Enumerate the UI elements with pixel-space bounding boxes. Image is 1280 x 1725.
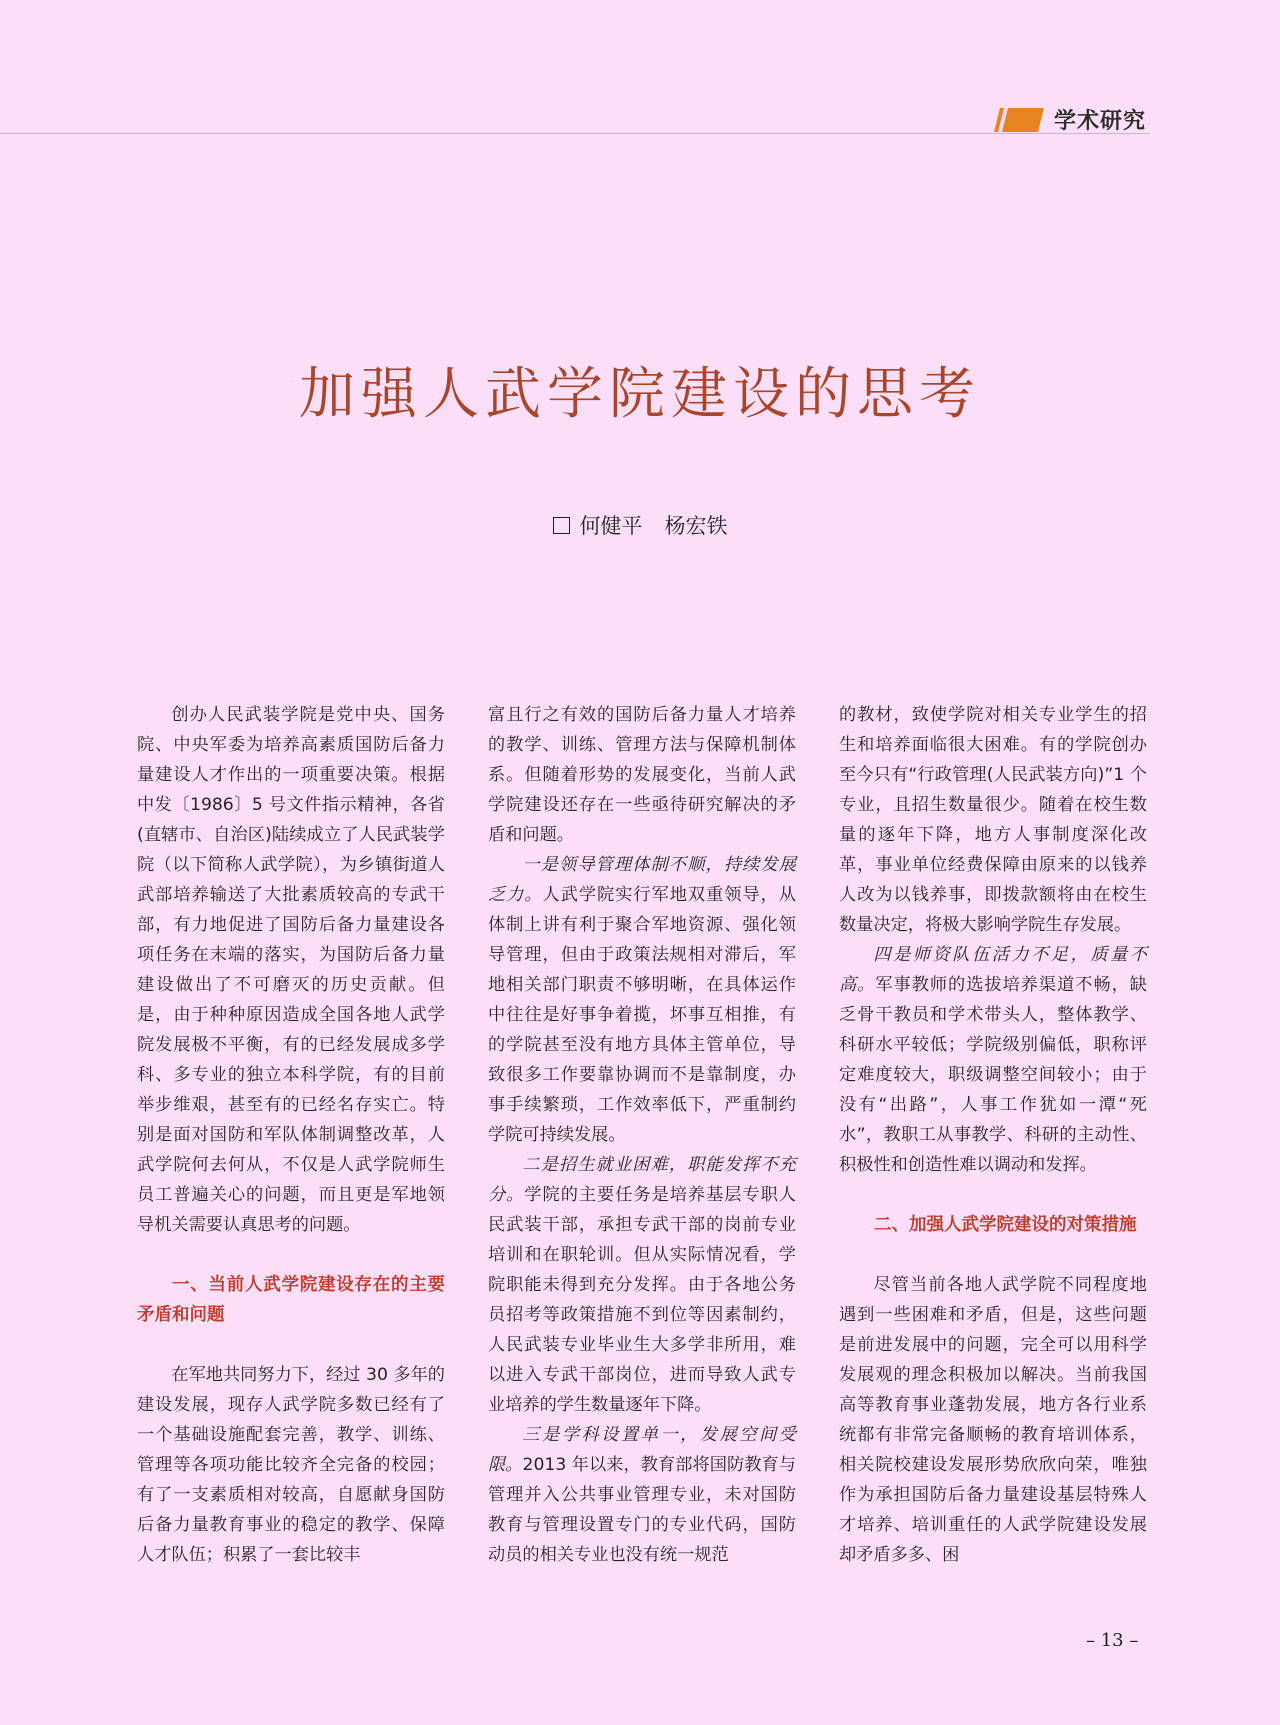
paragraph: 三是学科设置单一，发展空间受限。2013 年以来，教育部将国防教育与管理并入公共事业管理专业，未对国防教育与管理设置专门的专业代码，国防动员的相关专业也没有统一规范 xyxy=(488,1425,796,1565)
section-mark-icon xyxy=(994,108,1044,132)
header-rule xyxy=(0,133,1150,134)
paragraph: 二是招生就业困难，职能发挥不充分。学院的主要任务是培养基层专职人民武装干部，承担专武干部的岗前专业培训和在职轮训。但从实际情况看，学院职能未得到充分发挥。由于各地公务员招考等政策措施不到位等因素制约，人民武装专业毕业生大多学非所用，难以进入专武干部岗位，进而导致人武专业培养的学生数量逐年下降。 xyxy=(488,1155,796,1415)
section-label: 学术研究 xyxy=(1054,109,1147,134)
author-line xyxy=(0,510,1280,540)
paragraph: 在军地共同努力下，经过 30 多年的建设发展，现存人武学院多数已经有了一个基础设施配套完善，教学、训练、管理等各项功能比较齐全完备的校园；有了一支素质相对较高，自愿献身国防后备力量教育事业的稳定的教学、保障人才队伍；积累了一套比较丰 xyxy=(137,1365,445,1565)
section-heading: 二、加强人武学院建设的对策措施 xyxy=(874,1215,1137,1235)
author-name: 何健平 xyxy=(579,514,643,538)
text-column-1 xyxy=(137,700,445,1570)
paragraph: 尽管当前各地人武学院不同程度地遇到一些困难和矛盾，但是，这些问题是前进发展中的问题，完全可以用科学发展观的理念积极加以解决。当前我国高等教育事业蓬勃发展，地方各行业系统都有非常完备顺畅的教育培训体系，相关院校建设发展形势欣欣向荣，唯独作为承担国防后备力量建设基层特殊人才培养、培训重任的人武学院建设发展却矛盾多多、困 xyxy=(839,1275,1147,1565)
paragraph: 四是师资队伍活力不足，质量不高。军事教师的选拔培养渠道不畅，缺乏骨干教员和学术带头人，整体教学、科研水平较低；学院级别偏低，职称评定难度较大，职级调整空间较小；由于没有“出路”，人事工作犹如一潭“死水”，教职工从事教学、科研的主动性、积极性和创造性难以调动和发挥。 xyxy=(839,945,1147,1175)
paragraph: 富且行之有效的国防后备力量人才培养的教学、训练、管理方法与保障机制体系。但随着形势的发展变化，当前人武学院建设还存在一些亟待研究解决的矛盾和问题。 xyxy=(488,705,796,845)
author-box-icon xyxy=(553,517,570,534)
paragraph: 一是领导管理体制不顺，持续发展乏力。人武学院实行军地双重领导，从体制上讲有利于聚合军地资源、强化领导管理，但由于政策法规相对滞后，军地相关部门职责不够明晰，在具体运作中往往是好事争着揽，坏事互相推，有的学院甚至没有地方具体主管单位，导致很多工作要靠协调而不是靠制度，办事手续繁琐，工作效率低下，严重制约学院可持续发展。 xyxy=(488,855,796,1145)
article-title: 加强人武学院建设的思考 xyxy=(299,362,981,427)
point-lead: 四是师资队伍活力不足，质量不高。 xyxy=(839,945,1147,995)
text-column-3 xyxy=(839,700,1147,1570)
point-lead: 三是学科设置单一，发展空间受限。 xyxy=(488,1425,796,1475)
paragraph: 创办人民武装学院是党中央、国务院、中央军委为培养高素质国防后备力量建设人才作出的一项重要决策。根据中发〔1986〕5 号文件指示精神，各省(直辖市、自治区)陆续成立了人民武装学院（以下简称人武学院），为乡镇街道人武部培养输送了大批素质较高的专武干部，有力地促进了国防后备力量建设各项任务在末端的落实，为国防后备力量建设做出了不可磨灭的历史贡献。但是，由于种种原因造成全国各地人武学院发展极不平衡，有的已经发展成多学科、多专业的独立本科学院，有的目前举步维艰，甚至有的已经名存实亡。特别是面对国防和军队体制调整改革，人武学院何去何从，不仅是人武学院师生员工普遍关心的问题，而且更是军地领导机关需要认真思考的问题。 xyxy=(137,705,445,1235)
page-number: – 13 – xyxy=(1086,1630,1139,1651)
text-column-2 xyxy=(488,700,796,1570)
section-heading: 一、当前人武学院建设存在的主要矛盾和问题 xyxy=(137,1275,445,1325)
paragraph: 的教材，致使学院对相关专业学生的招生和培养面临很大困难。有的学院创办至今只有“行政管理(人民武装方向)”1 个专业，且招生数量很少。随着在校生数量的逐年下降，地方人事制度深化改革，事业单位经费保障由原来的以钱养人改为以钱养事，即拨款额将由在校生数量决定，将极大影响学院生存发展。 xyxy=(839,705,1147,935)
point-lead: 一是领导管理体制不顺，持续发展乏力。 xyxy=(488,855,796,905)
point-lead: 二是招生就业困难，职能发挥不充分。 xyxy=(488,1155,796,1205)
author-name: 杨宏铁 xyxy=(664,514,728,538)
